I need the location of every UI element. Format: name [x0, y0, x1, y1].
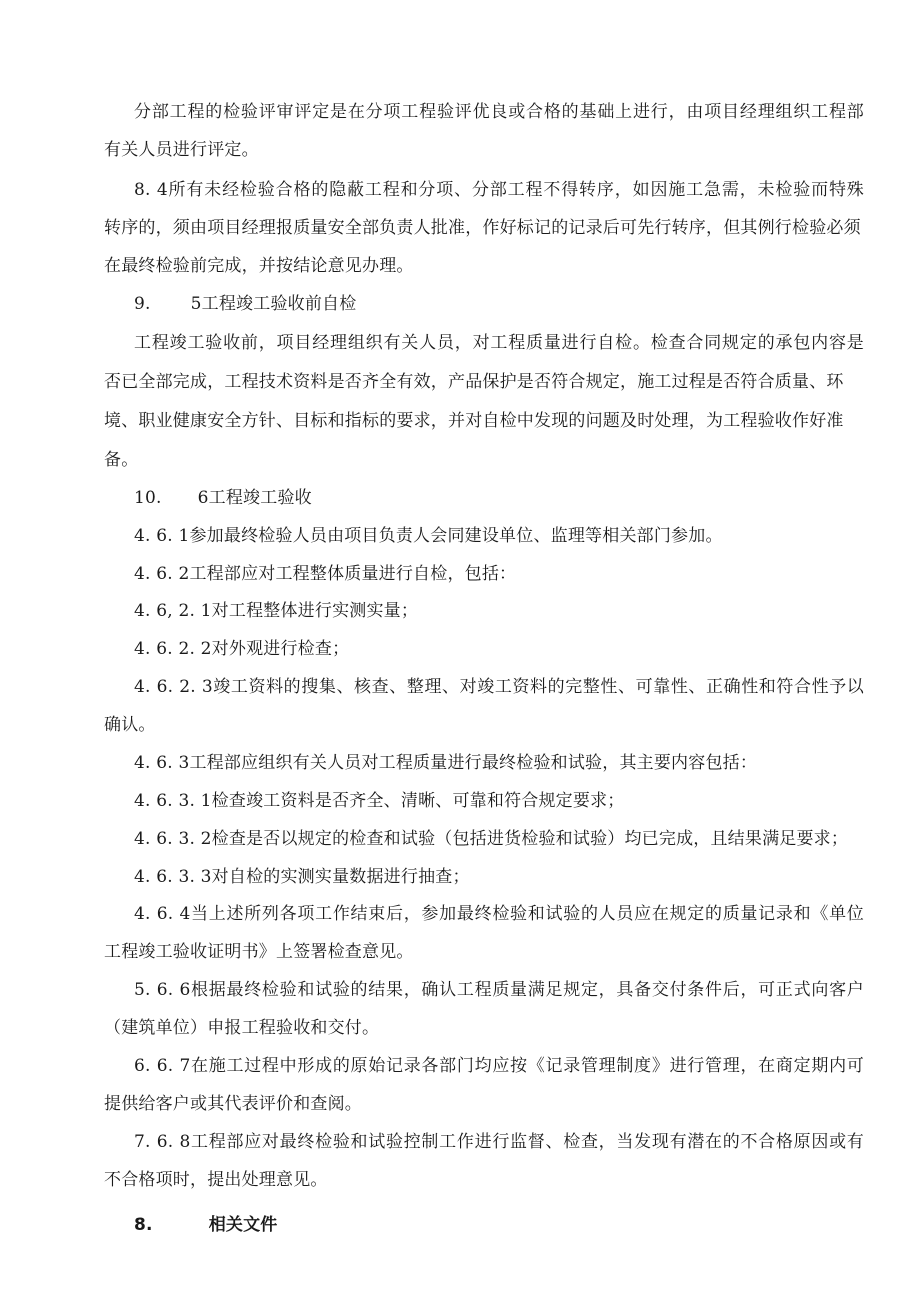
list-item: 4. 6. 4当上述所列各项工作结束后，参加最终检验和试验的人员应在规定的质量记录和《单位: [134, 904, 864, 924]
paragraph-line: 转序的，须由项目经理报质量安全部负责人批准，作好标记的记录后可先行转序，但其例行检验必须: [104, 218, 861, 238]
section-number: 10.: [134, 488, 162, 508]
list-item-continuation: 工程竣工验收证明书》上签署检查意见。: [104, 942, 414, 962]
paragraph-line: 在最终检验前完成，并按结论意见办理。: [104, 256, 414, 276]
list-item-continuation: （建筑单位）申报工程验收和交付。: [104, 1018, 380, 1038]
section-number: 9.: [134, 294, 151, 314]
section-heading: [134, 292, 864, 316]
list-item: 4. 6. 3工程部应组织有关人员对工程质量进行最终检验和试验，其主要内容包括：: [134, 753, 758, 773]
paragraph-line: 有关人员进行评定。: [104, 140, 259, 160]
list-item: 4. 6. 1参加最终检验人员由项目负责人会同建设单位、监理等相关部门参加。: [134, 526, 723, 546]
list-item: 4. 6. 3. 2检查是否以规定的检查和试验（包括进货检验和试验）均已完成，且结果满足要求；: [134, 829, 849, 849]
list-item-continuation: 确认。: [104, 715, 156, 735]
paragraph-line: 否已全部完成，工程技术资料是否齐全有效，产品保护是否符合规定，施工过程是否符合质量、环: [104, 372, 844, 392]
list-item: 4. 6. 3. 1检查竣工资料是否齐全、清晰、可靠和符合规定要求；: [134, 791, 625, 811]
section-number: 8.: [134, 1215, 153, 1235]
section-title: 5工程竣工验收前自检: [190, 294, 357, 314]
list-item: 4. 6. 2. 3竣工资料的搜集、核查、整理、对竣工资料的完整性、可靠性、正确性和符合性予以: [134, 677, 864, 697]
section-title: 6工程竣工验收: [197, 488, 312, 508]
list-item: 4. 6. 2工程部应对工程整体质量进行自检，包括：: [134, 564, 517, 584]
list-item: 4. 6, 2. 1对工程整体进行实测实量；: [134, 601, 419, 621]
list-item-continuation: 提供给客户或其代表评价和查阅。: [104, 1094, 362, 1114]
paragraph-line: 备。: [104, 450, 139, 470]
section-title: 相关文件: [208, 1215, 278, 1235]
list-item: 7. 6. 8工程部应对最终检验和试验控制工作进行监督、检查，当发现有潜在的不合格原因或有: [134, 1132, 864, 1152]
section-heading: [134, 1213, 864, 1237]
paragraph-line: 境、职业健康安全方针、目标和指标的要求，并对自检中发现的问题及时处理，为工程验收作好准: [104, 411, 844, 431]
list-item: 5. 6. 6根据最终检验和试验的结果，确认工程质量满足规定，具备交付条件后，可正式向客户: [134, 980, 864, 1000]
paragraph-line: 分部工程的检验评审评定是在分项工程验评优良或合格的基础上进行，由项目经理组织工程部: [134, 102, 864, 122]
section-heading: [134, 486, 864, 510]
paragraph-line: 工程竣工验收前，项目经理组织有关人员，对工程质量进行自检。检查合同规定的承包内容是: [134, 333, 864, 353]
list-item-continuation: 不合格项时，提出处理意见。: [104, 1170, 328, 1190]
list-item: 4. 6. 3. 3对自检的实测实量数据进行抽查；: [134, 867, 470, 887]
list-item: 6. 6. 7在施工过程中形成的原始记录各部门均应按《记录管理制度》进行管理，在商定期内可: [134, 1056, 864, 1076]
list-item: 4. 6. 2. 2对外观进行检查；: [134, 639, 350, 659]
paragraph-line: 8. 4所有未经检验合格的隐蔽工程和分项、分部工程不得转序，如因施工急需，未检验而特殊: [134, 180, 864, 200]
